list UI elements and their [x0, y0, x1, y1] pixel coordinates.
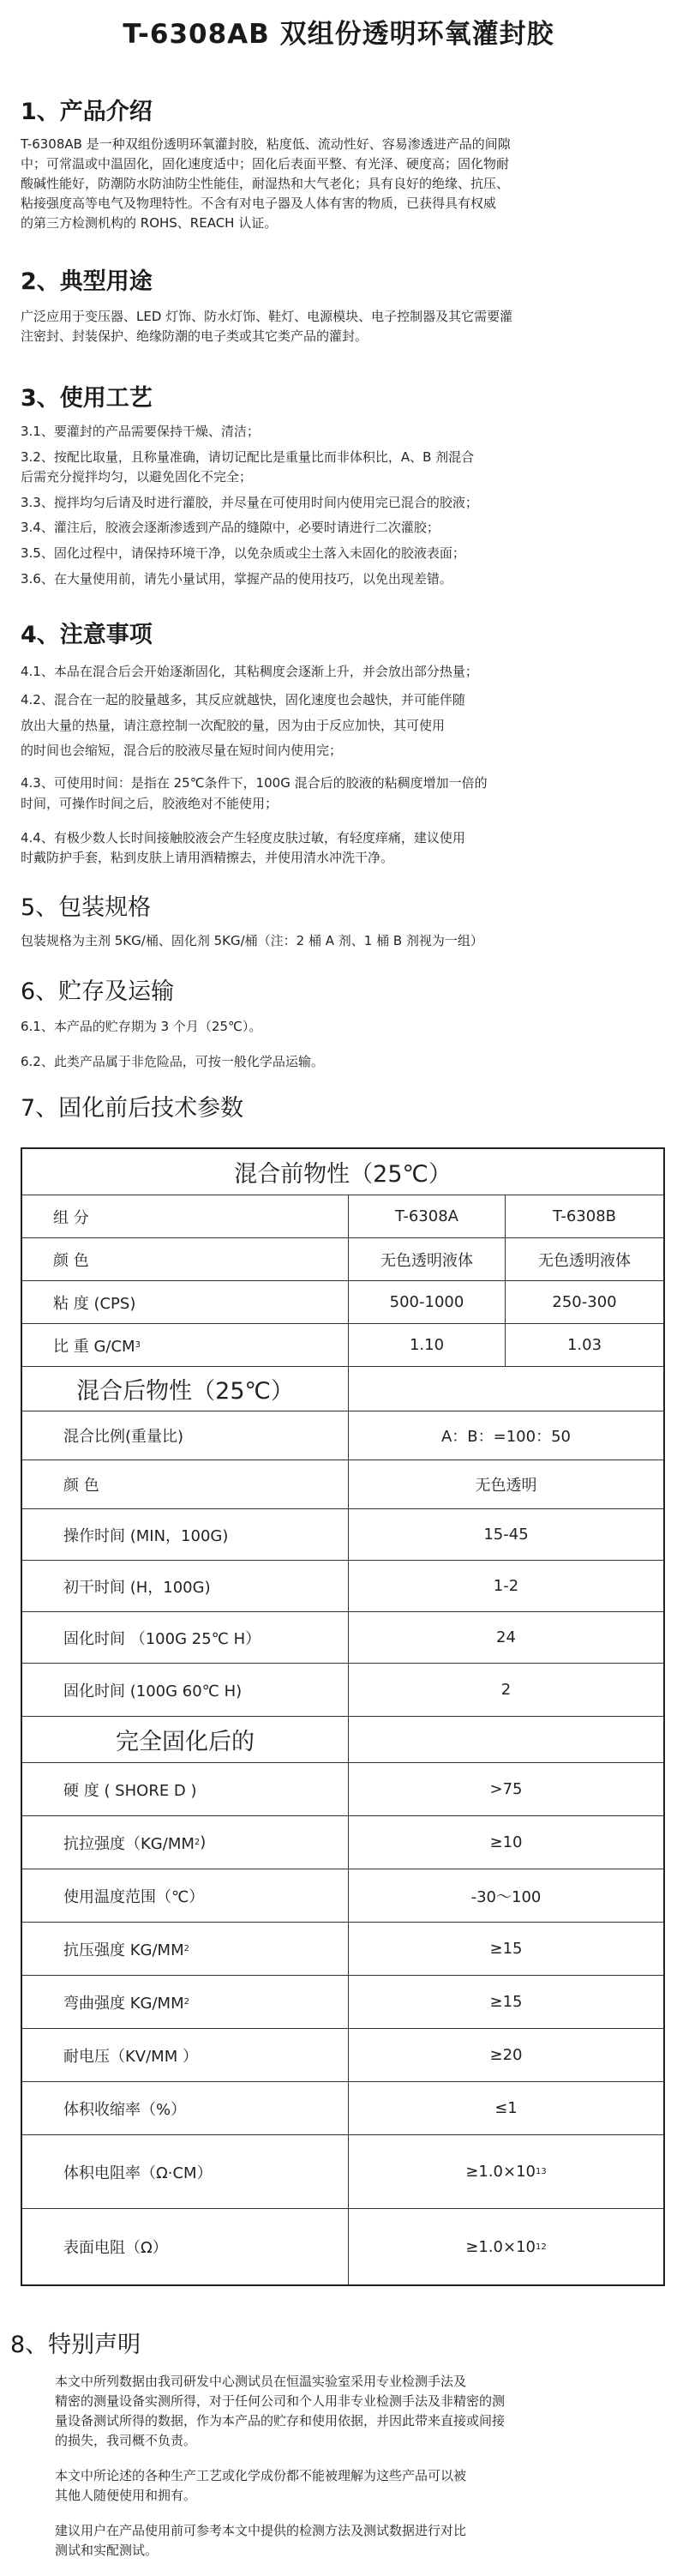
cured-title-text: 完全固化后的 — [116, 1729, 255, 1755]
intro-line: 的第三方检测机构的 ROHS、REACH 认证。 — [21, 215, 278, 231]
notes-line: 时戴防护手套，粘到皮肤上请用酒精擦去，并使用清水冲洗干净。 — [21, 850, 394, 865]
table-row — [22, 1664, 663, 1717]
statement-line: 其他人随便使用和拥有。 — [55, 2488, 197, 2503]
row-label-sup: 2 — [194, 1838, 201, 1847]
statement-paragraph — [55, 2372, 663, 2451]
section-heading-uses: 2、典型用途 — [21, 268, 153, 295]
table-row — [22, 1976, 663, 2029]
section-heading-notes: 4、注意事项 — [21, 622, 153, 648]
table-header-row — [22, 1195, 663, 1238]
header-component: 组 分 — [53, 1208, 89, 1227]
storage-line: 6.1、本产品的贮存期为 3 个月（25℃）。 — [21, 1019, 262, 1034]
row-value: 无色透明 — [475, 1477, 537, 1495]
row-label: 操作时间 (MIN，100G) — [63, 1526, 229, 1545]
process-line: 后需充分搅拌均匀，以避免固化不完全； — [21, 469, 253, 485]
row-value: -30～100 — [470, 1887, 542, 1906]
row-label: 体积电阻率（Ω·CM） — [63, 2164, 213, 2182]
row-label: 表面电阻（Ω） — [63, 2239, 168, 2257]
uses-line: 注密封、封装保护、绝缘防潮的电子类或其它类产品的灌封。 — [21, 328, 368, 344]
statement-paragraph — [55, 2466, 663, 2506]
row-value: ≥15 — [489, 1993, 523, 2011]
row-label: 耐电压（KV/MM ） — [63, 2047, 198, 2066]
row-label: 初干时间 (H，100G) — [63, 1578, 211, 1597]
table-row — [22, 1612, 663, 1664]
section-heading-statement: 8、特别声明 — [10, 2332, 141, 2358]
row-label-sup: 2 — [183, 1944, 189, 1953]
header-part-b: T-6308B — [553, 1207, 616, 1225]
notes-line: 4.3、可使用时间：是指在 25℃条件下，100G 混合后的胶液的粘稠度增加一倍的 — [21, 775, 488, 791]
table-row — [22, 1923, 663, 1976]
value-a: 1.10 — [409, 1336, 445, 1354]
section-heading-package: 5、包装规格 — [21, 894, 152, 921]
statement-line: 本文中所论述的各种生产工艺或化学成份都不能被理解为这些产品可以被 — [55, 2468, 467, 2483]
technical-parameters-table — [21, 1147, 665, 2286]
row-value: ≥20 — [489, 2046, 523, 2064]
section-heading-params: 7、固化前后技术参数 — [21, 1095, 244, 1122]
row-value: A：B：=100：50 — [440, 1428, 571, 1446]
row-value: ≥10 — [489, 1833, 523, 1851]
row-label: 颜 色 — [63, 1477, 99, 1495]
table-row — [22, 1411, 663, 1460]
process-line: 3.1、要灌封的产品需要保持干燥、清洁； — [21, 424, 260, 439]
table-section-title-before — [22, 1149, 663, 1195]
row-label: 固化时间 （100G 25℃ H） — [63, 1629, 261, 1648]
statement-line: 建议用户在产品使用前可参考本文中提供的检测方法及测试数据进行对比 — [55, 2523, 467, 2538]
row-label: 固化时间 (100G 60℃ H) — [63, 1682, 243, 1700]
package-line: 包装规格为主剂 5KG/桶、固化剂 5KG/桶（注：2 桶 A 剂、1 桶 B 剂视为一组） — [21, 933, 483, 948]
process-line: 3.3、搅拌均匀后请及时进行灌胶，并尽量在可使用时间内使用完已混合的胶液； — [21, 495, 478, 510]
process-line: 3.2、按配比取量，且称量准确，请切记配比是重量比而非体积比，A、B 剂混合 — [21, 449, 475, 465]
row-label — [22, 1324, 348, 1366]
notes-line: 时间，可操作时间之后，胶液绝对不能使用； — [21, 796, 279, 811]
statement-line: 的损失，我司概不负责。 — [55, 2433, 197, 2448]
table-row — [22, 1238, 663, 1281]
row-label — [22, 1976, 348, 2028]
row-value-text: ≥1.0×10 — [465, 2237, 536, 2256]
value-a: 500-1000 — [389, 1293, 464, 1311]
section-heading-process: 3、使用工艺 — [21, 385, 153, 412]
table-section-title-cured — [22, 1717, 663, 1763]
page-title: T-6308AB 双组份透明环氧灌封胶 — [123, 19, 554, 50]
statement-line: 量设备测试所得的数据，作为本产品的贮存和使用依据，并因此带来直接或间接 — [55, 2413, 506, 2429]
storage-line: 6.2、此类产品属于非危险品，可按一般化学品运输。 — [21, 1054, 324, 1069]
row-label: 硬 度 ( SHORE D ) — [63, 1781, 197, 1800]
row-label: 粘 度 (CPS) — [53, 1294, 136, 1313]
row-label — [22, 1923, 348, 1975]
row-label: 颜 色 — [53, 1251, 89, 1270]
process-line: 3.4、灌注后，胶液会逐渐渗透到产品的缝隙中，必要时请进行二次灌胶； — [21, 520, 440, 535]
row-label-text: 弯曲强度 KG/MM — [63, 1994, 184, 2013]
process-line: 3.5、固化过程中，请保持环境干净，以免杂质或尘土落入未固化的胶液表面； — [21, 545, 465, 561]
header-part-a: T-6308A — [395, 1207, 458, 1225]
table-row — [22, 1324, 663, 1367]
value-b: 250-300 — [552, 1293, 617, 1311]
row-value: 15-45 — [483, 1526, 529, 1544]
row-label-sup: 2 — [183, 1997, 189, 2007]
statement-line: 本文中所列数据由我司研发中心测试员在恒温实验室采用专业检测手法及 — [55, 2374, 467, 2389]
row-value-text: ≥1.0×10 — [465, 2163, 536, 2181]
table-row — [22, 1869, 663, 1923]
row-value-sup: 12 — [535, 2242, 547, 2252]
row-label: 混合比例(重量比) — [63, 1428, 184, 1446]
value-b: 1.03 — [566, 1336, 602, 1354]
table-row — [22, 1460, 663, 1509]
table-row — [22, 2082, 663, 2135]
notes-line: 4.2、混合在一起的胶量越多，其反应就越快，固化速度也会越快，并可能伴随 — [21, 692, 465, 707]
row-label: 体积收缩率（%） — [63, 2100, 187, 2119]
section-heading-storage: 6、贮存及运输 — [21, 978, 175, 1005]
table-row — [22, 1509, 663, 1561]
table-row — [22, 1763, 663, 1816]
notes-line: 放出大量的热量，请注意控制一次配胶的量，因为由于反应加快，其可使用 — [21, 718, 446, 733]
row-value: >75 — [489, 1780, 523, 1798]
value-a: 无色透明液体 — [380, 1251, 473, 1270]
row-value: 24 — [496, 1628, 516, 1646]
table-section-title-after-mix — [22, 1367, 663, 1411]
notes-line: 4.4、有极少数人长时间接触胶液会产生轻度皮肤过敏，有轻度痒痛，建议使用 — [21, 830, 465, 846]
row-label — [22, 1816, 348, 1869]
row-value-sup: 13 — [535, 2167, 547, 2176]
table-row — [22, 1281, 663, 1324]
row-label-sup: 3 — [135, 1340, 141, 1350]
statement-paragraph — [55, 2521, 663, 2561]
row-label-text: 抗拉强度（KG/MM — [63, 1834, 195, 1853]
row-value — [349, 2209, 663, 2284]
table-row — [22, 2029, 663, 2082]
row-value — [349, 2135, 663, 2208]
table-row — [22, 2209, 663, 2284]
row-label-tail: ) — [200, 1833, 207, 1851]
notes-line: 的时间也会缩短，混合后的胶液尽量在短时间内使用完； — [21, 743, 343, 758]
intro-line: 粘接强度高等电气及物理特性。不含有对电子器及人体有害的物质，已获得具有权威 — [21, 196, 497, 211]
statement-line: 测试和实配测试。 — [55, 2543, 159, 2558]
before-title-text: 混合前物性（25℃） — [234, 1161, 452, 1188]
row-value: 2 — [500, 1681, 512, 1699]
table-row — [22, 1561, 663, 1612]
intro-line: 酸碱性能好，防潮防水防油防尘性能佳，耐湿热和大气老化；具有良好的绝缘、抗压、 — [21, 176, 510, 191]
intro-line: 中；可常温或中温固化，固化速度适中；固化后表面平整、有光泽、硬度高；固化物耐 — [21, 156, 510, 172]
table-row — [22, 1816, 663, 1869]
statement-line: 精密的测量设备实测所得，对于任何公司和个人用非专业检测手法及非精密的测 — [55, 2393, 506, 2409]
table-row — [22, 2135, 663, 2209]
row-label: 使用温度范围（℃） — [63, 1887, 205, 1906]
intro-line: T-6308AB 是一种双组份透明环氧灌封胶，粘度低、流动性好、容易渗透进产品的间隙 — [21, 136, 511, 152]
row-value: 1-2 — [493, 1577, 519, 1595]
uses-line: 广泛应用于变压器、LED 灯饰、防水灯饰、鞋灯、电源模块、电子控制器及其它需要灌 — [21, 309, 513, 324]
row-value: ≤1 — [494, 2099, 518, 2117]
row-label-text: 抗压强度 KG/MM — [63, 1941, 184, 1959]
value-b: 无色透明液体 — [538, 1251, 631, 1270]
row-value: ≥15 — [489, 1940, 523, 1958]
section-heading-intro: 1、产品介绍 — [21, 99, 153, 125]
process-line: 3.6、在大量使用前，请先小量试用，掌握产品的使用技巧，以免出现差错。 — [21, 571, 452, 587]
notes-line: 4.1、本品在混合后会开始逐渐固化，其粘稠度会逐渐上升，并会放出部分热量； — [21, 664, 478, 679]
after-mix-title-text: 混合后物性（25℃） — [76, 1378, 294, 1405]
row-label-text: 比 重 G/CM — [53, 1337, 135, 1356]
